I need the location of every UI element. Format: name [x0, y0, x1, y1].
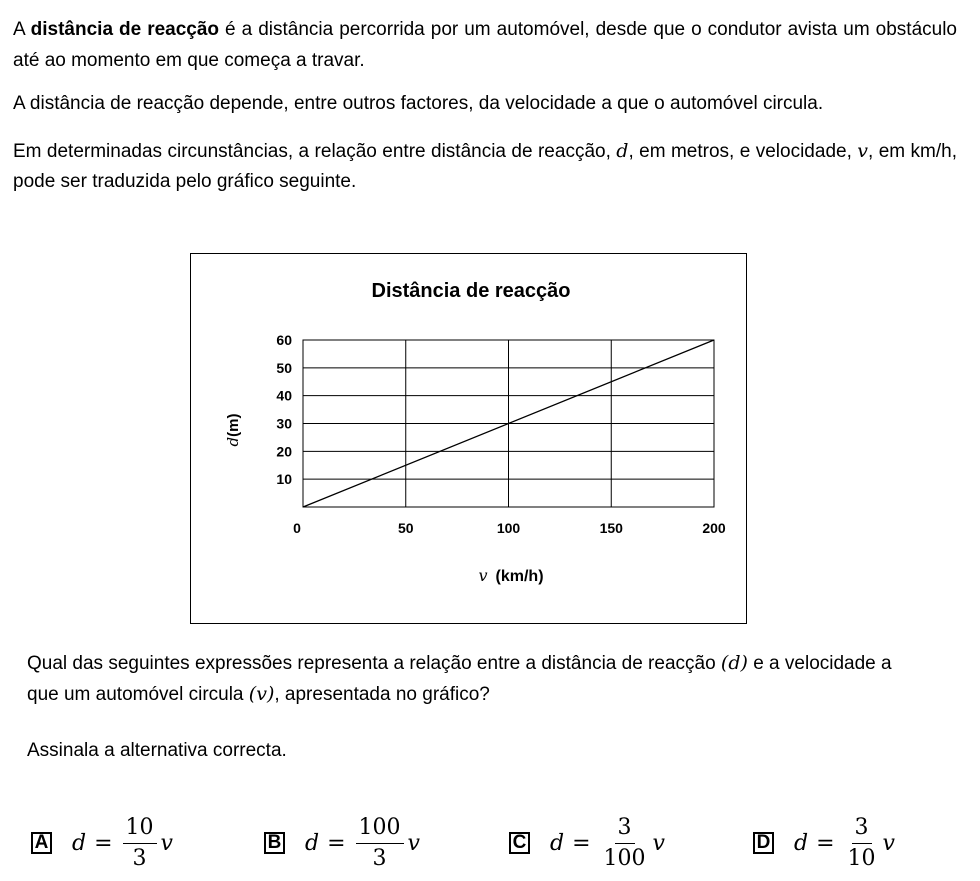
formula-var: v — [882, 830, 895, 856]
math-var: d — [728, 652, 741, 674]
option-c[interactable] — [509, 812, 665, 874]
option-formula — [550, 816, 665, 871]
option-letter: A — [31, 832, 52, 854]
intro-text: é a distância percorrida por um automóvel, desde que o condutor avista um obstáculo até ao momento em que começa a travar. — [13, 19, 957, 71]
formula-lhs: d — [550, 830, 565, 856]
x-tick-labels — [293, 520, 726, 536]
y-tick-label: 30 — [276, 415, 292, 432]
fraction-numerator: 3 — [615, 816, 635, 844]
y-tick-label: 10 — [276, 471, 292, 488]
x-axis-label — [478, 566, 543, 585]
option-formula — [794, 816, 895, 871]
fraction-denominator: 3 — [132, 845, 147, 871]
y-tick-label: 20 — [276, 443, 292, 460]
y-tick-label: 50 — [276, 359, 292, 376]
chart-title: Distância de reacção — [371, 280, 571, 302]
x-tick-label: 0 — [293, 520, 301, 536]
math-var-d: d — [616, 140, 629, 162]
formula-lhs: d — [72, 830, 87, 856]
y-axis-var: d — [224, 436, 242, 447]
option-b[interactable] — [264, 812, 420, 874]
x-axis-unit: (km/h) — [495, 568, 544, 585]
chart-figure — [190, 253, 747, 624]
formula-var: v — [652, 830, 665, 856]
y-axis-label — [224, 414, 242, 447]
y-tick-label: 60 — [276, 332, 292, 348]
formula-lhs: d — [794, 830, 809, 856]
fraction — [123, 816, 157, 871]
term-bold: distância de reacção — [30, 19, 220, 40]
option-formula — [305, 816, 420, 871]
formula-equals: = — [327, 830, 346, 856]
formula-equals: = — [94, 830, 113, 856]
math-var-d: (d) — [720, 652, 748, 674]
question-part: Qual das seguintes expressões representa a relação entre a distância de reacção — [27, 653, 721, 674]
formula-equals: = — [816, 830, 835, 856]
intro-text: , em metros, e velocidade, — [628, 141, 858, 162]
intro-paragraph-2: A distância de reacção depende, entre outros factores, da velocidade a que o automóvel circula. — [13, 93, 824, 114]
option-d[interactable] — [753, 812, 895, 874]
formula-lhs: d — [305, 830, 320, 856]
y-axis-unit: (m) — [225, 413, 242, 437]
fraction-denominator: 3 — [372, 845, 387, 871]
intro-text: A — [13, 19, 31, 40]
math-var: v — [256, 683, 267, 705]
fraction-numerator: 10 — [123, 816, 157, 844]
fraction-numerator: 100 — [356, 816, 404, 844]
fraction — [601, 816, 649, 871]
question-part: e a velocidade a que um automóvel circula — [27, 653, 892, 705]
intro-text: Em determinadas circunstâncias, a relação entre distância de reacção, — [13, 141, 617, 162]
x-tick-label: 50 — [397, 520, 414, 536]
fraction-numerator: 3 — [852, 816, 872, 844]
intro-paragraph-3 — [13, 136, 957, 197]
chart-svg — [191, 254, 746, 623]
formula-var: v — [160, 830, 173, 856]
fraction — [356, 816, 404, 871]
x-tick-label: 150 — [599, 520, 623, 536]
formula-var: v — [407, 830, 420, 856]
option-letter: B — [264, 832, 285, 854]
y-tick-labels — [276, 332, 292, 487]
option-letter: D — [753, 832, 774, 854]
option-formula — [72, 816, 173, 871]
fraction — [845, 816, 879, 871]
x-axis-var: v — [478, 566, 488, 585]
instruction-text: Assinala a alternativa correcta. — [27, 740, 287, 761]
intro-text: , em km/h, pode ser traduzida pelo gráfico seguinte. — [13, 141, 957, 192]
math-var-v: v — [857, 140, 869, 162]
y-tick-label: 40 — [276, 387, 292, 404]
fraction-denominator: 100 — [603, 845, 646, 871]
option-a[interactable] — [31, 812, 173, 874]
formula-equals: = — [572, 830, 591, 856]
intro-paragraph-1 — [13, 14, 957, 76]
question-text — [27, 648, 920, 710]
math-var-v: (v) — [248, 683, 275, 705]
x-tick-label: 100 — [496, 520, 521, 536]
option-letter: C — [509, 832, 530, 854]
question-part: , apresentada no gráfico? — [274, 684, 490, 705]
fraction-denominator: 10 — [847, 845, 876, 871]
x-tick-label: 200 — [702, 520, 726, 536]
